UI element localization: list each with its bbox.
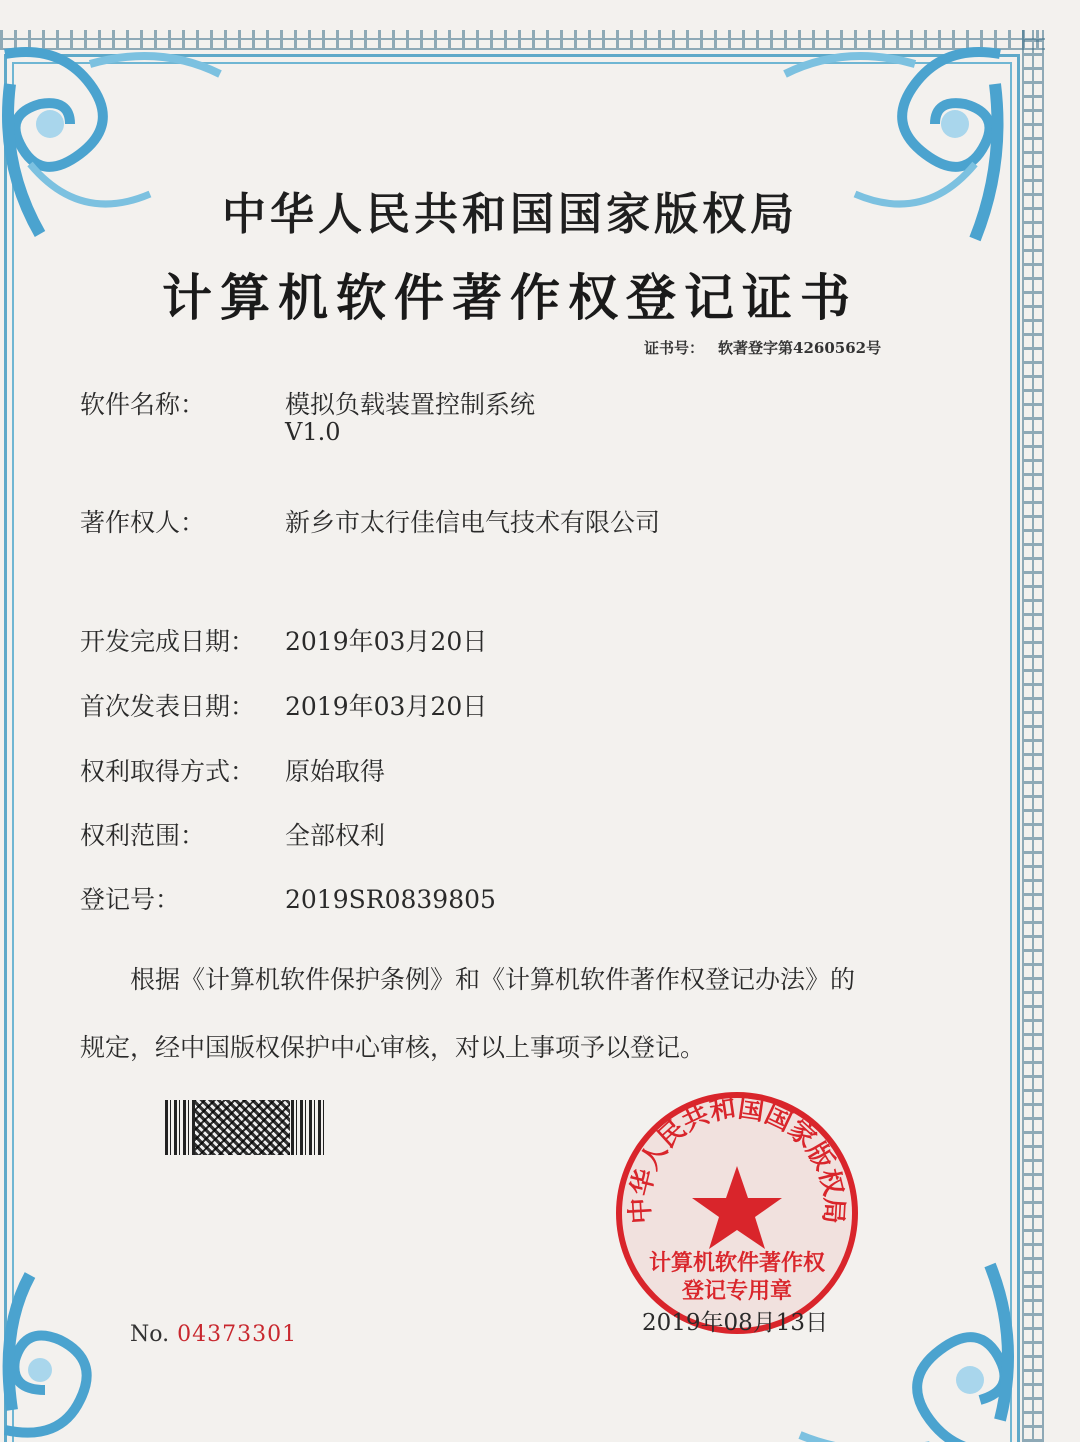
pub-date-label: 首次发表日期： — [80, 692, 256, 721]
statement-line-1: 根据《计算机软件保护条例》和《计算机软件著作权登记办法》的 — [130, 965, 856, 994]
registration-number: 2019SR0839805 — [285, 885, 496, 914]
software-name-row — [80, 385, 535, 421]
scope-row — [80, 816, 385, 852]
software-name-value: 模拟负载装置控制系统 — [285, 390, 536, 419]
statement-line-2: 规定，经中国版权保护中心审核，对以上事项予以登记。 — [80, 1033, 706, 1062]
seal-ring-text: 中华人民共和国国家版权局 — [625, 1093, 849, 1225]
issue-date: 2019年08月13日 — [642, 1310, 829, 1336]
dev-date-value: 2019年03月20日 — [285, 627, 488, 656]
registration-label: 登记号： — [80, 885, 181, 914]
owner-row — [80, 503, 660, 539]
seal-line-2: 登记专用章 — [681, 1279, 793, 1304]
scope-label: 权利范围： — [80, 821, 206, 850]
owner-label: 著作权人： — [80, 508, 206, 537]
corner-ornament-bottom-left — [0, 1270, 160, 1442]
dev-date-row — [80, 622, 487, 658]
scope-value: 全部权利 — [285, 821, 386, 850]
certificate-number — [644, 337, 881, 358]
software-name-label: 软件名称： — [80, 390, 206, 419]
qr-code-icon — [195, 1100, 290, 1155]
serial-number-value: 04373301 — [177, 1322, 298, 1347]
pub-date-row — [80, 687, 487, 723]
official-seal — [612, 1088, 862, 1338]
serial-number — [130, 1322, 297, 1347]
pub-date-value: 2019年03月20日 — [285, 692, 488, 721]
serial-number-label: No. — [130, 1322, 170, 1347]
certificate-number-value: 软著登字第4260562号 — [718, 339, 882, 357]
issuing-authority: 中华人民共和国国家版权局 — [222, 189, 798, 240]
acquire-label: 权利取得方式： — [80, 757, 256, 786]
software-version: V1.0 — [285, 418, 341, 446]
certificate-number-label: 证书号： — [644, 339, 705, 357]
dev-date-label: 开发完成日期： — [80, 627, 256, 656]
registration-row — [80, 880, 496, 916]
certificate-title: 计算机软件著作权登记证书 — [162, 268, 858, 327]
seal-line-1: 计算机软件著作权 — [648, 1251, 826, 1276]
owner-value: 新乡市太行佳信电气技术有限公司 — [285, 508, 661, 537]
barcode-icon — [165, 1100, 325, 1155]
acquire-row — [80, 752, 385, 788]
right-fret-border — [1022, 30, 1044, 1442]
acquire-value: 原始取得 — [285, 757, 386, 786]
